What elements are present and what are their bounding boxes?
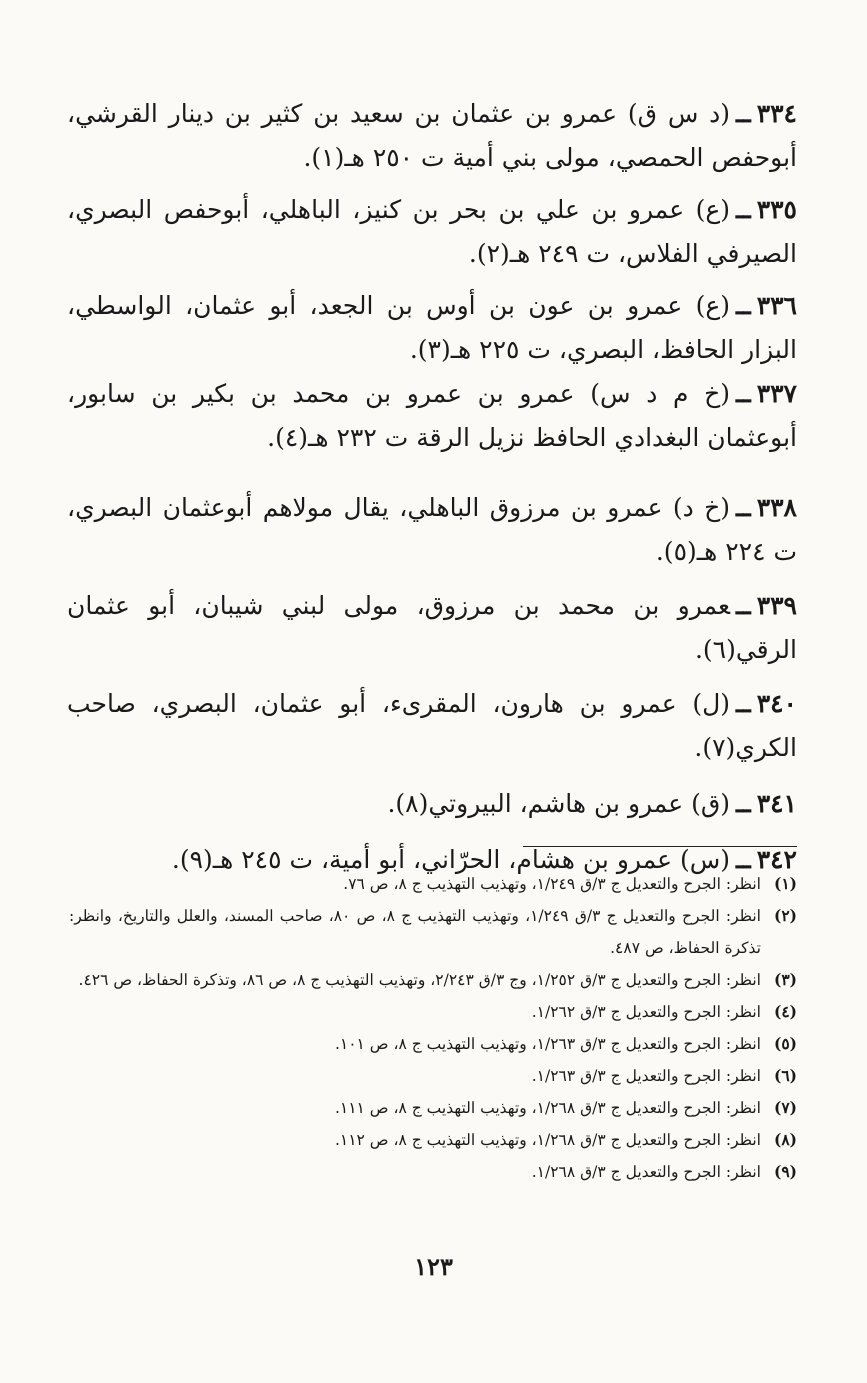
- entry-number: ٣٤٠: [756, 689, 797, 718]
- entry-dash: ــ: [736, 195, 751, 224]
- entry-text: عمرو بن محمد بن مرزوق، مولى لبني شيبان، أبو عثمان الرقي(٦).: [67, 591, 797, 664]
- footnote-number: (٤): [773, 1002, 797, 1021]
- footnote-number: (٨): [773, 1130, 797, 1149]
- footnote-text: انظر: الجرح والتعديل ج ٣/ق ١/٢٥٢، وج ٣/ق ٢/٢٤٣، وتهذيب التهذيب ج ٨، ص ٨٦، وتذكرة الحفاظ، ص ٤٢٦.: [78, 971, 761, 989]
- footnote-number: (٧): [773, 1098, 797, 1117]
- entry-number: ٣٣٥: [756, 195, 797, 224]
- footnote-number: (٢): [773, 906, 797, 925]
- entry-dash: ــ: [736, 789, 751, 818]
- entry-text: (د س ق) عمرو بن عثمان بن سعيد بن كثير بن دينار القرشي، أبوحفص الحمصي، مولى بني أمية ت ٢٥٠ هـ(١).: [67, 99, 797, 172]
- entry-341: [67, 782, 797, 826]
- footnote-text: انظر: الجرح والتعديل ج ٣/ق ١/٢٤٩، وتهذيب التهذيب ج ٨، ص ٨٠، صاحب المسند، والعلل والتاريخ، وانظر: تذكرة الحفاظ، ص ٤٨٧.: [69, 907, 761, 957]
- footnote-divider: [523, 846, 797, 847]
- footnote-4: [69, 996, 797, 1028]
- entry-number: ٣٣٨: [756, 493, 797, 522]
- entry-dash: ــ: [736, 291, 751, 320]
- footnote-6: [69, 1060, 797, 1092]
- footnote-3: [69, 964, 797, 996]
- entry-dash: ــ: [736, 493, 751, 522]
- footnote-number: (٥): [773, 1034, 797, 1053]
- entry-text: (خ م د س) عمرو بن عمرو بن محمد بن بكير بن سابور، أبوعثمان البغدادي الحافظ نزيل الرقة ت ٢٣٢ هـ(٤).: [67, 379, 797, 452]
- entry-dash: ــ: [736, 689, 751, 718]
- entry-338: [67, 486, 797, 574]
- entry-dash: ــ: [736, 591, 751, 620]
- entry-text: (س) عمرو بن هشام، الحرّاني، أبو أمية، ت ٢٤٥ هـ(٩).: [171, 845, 731, 874]
- entry-number: ٣٣٧: [756, 379, 797, 408]
- entry-number: ٣٤٢: [756, 845, 797, 874]
- footnote-5: [69, 1028, 797, 1060]
- entry-text: (ل) عمرو بن هارون، المقرىء، أبو عثمان، البصري، صاحب الكري(٧).: [67, 689, 797, 762]
- footnote-9: [69, 1156, 797, 1188]
- entry-dash: ــ: [736, 379, 751, 408]
- footnote-text: انظر: الجرح والتعديل ج ٣/ق ١/٢٦٣.: [531, 1067, 761, 1085]
- entry-339: [67, 584, 797, 672]
- footnote-text: انظر: الجرح والتعديل ج ٣/ق ١/٢٤٩، وتهذيب التهذيب ج ٨، ص ٧٦.: [343, 875, 761, 893]
- footnotes-list: [69, 868, 797, 1188]
- entry-number: ٣٣٩: [756, 591, 797, 620]
- footnote-text: انظر: الجرح والتعديل ج ٣/ق ١/٢٦٨.: [531, 1163, 761, 1181]
- entry-334: [67, 92, 797, 180]
- footnote-text: انظر: الجرح والتعديل ج ٣/ق ١/٢٦٨، وتهذيب التهذيب ج ٨، ص ١١١.: [334, 1099, 761, 1117]
- entry-337: [67, 372, 797, 460]
- entry-336: [67, 284, 797, 372]
- entry-text: (ع) عمرو بن علي بن بحر بن كنيز، الباهلي، أبوحفص البصري، الصيرفي الفلاس، ت ٢٤٩ هـ(٢).: [67, 195, 797, 268]
- page-number: ١٢٣: [414, 1252, 453, 1281]
- footnote-text: انظر: الجرح والتعديل ج ٣/ق ١/٢٦٢.: [531, 1003, 761, 1021]
- footnote-number: (٩): [773, 1162, 797, 1181]
- footnote-number: (٣): [773, 970, 797, 989]
- footnote-8: [69, 1124, 797, 1156]
- footnote-7: [69, 1092, 797, 1124]
- entry-335: [67, 188, 797, 276]
- footnote-2: [69, 900, 797, 964]
- footnote-number: (٦): [773, 1066, 797, 1085]
- footnote-number: (١): [773, 874, 797, 893]
- entry-number: ٣٤١: [756, 789, 797, 818]
- entry-text: (ق) عمرو بن هاشم، البيروتي(٨).: [387, 789, 731, 818]
- entry-340: [67, 682, 797, 770]
- entry-dash: ــ: [736, 99, 751, 128]
- entry-number: ٣٣٦: [756, 291, 797, 320]
- entry-dash: ــ: [736, 845, 751, 874]
- entries-list: [67, 92, 797, 882]
- entry-text: (خ د) عمرو بن مرزوق الباهلي، يقال مولاهم أبوعثمان البصري، ت ٢٢٤ هـ(٥).: [67, 493, 797, 566]
- entry-number: ٣٣٤: [756, 99, 797, 128]
- footnote-text: انظر: الجرح والتعديل ج ٣/ق ١/٢٦٣، وتهذيب التهذيب ج ٨، ص ١٠١.: [334, 1035, 761, 1053]
- footnote-1: [69, 868, 797, 900]
- footnote-text: انظر: الجرح والتعديل ج ٣/ق ١/٢٦٨، وتهذيب التهذيب ج ٨، ص ١١٢.: [334, 1131, 761, 1149]
- entry-text: (ع) عمرو بن عون بن أوس بن الجعد، أبو عثمان، الواسطي، البزار الحافظ، البصري، ت ٢٢٥ هـ(٣).: [67, 291, 797, 364]
